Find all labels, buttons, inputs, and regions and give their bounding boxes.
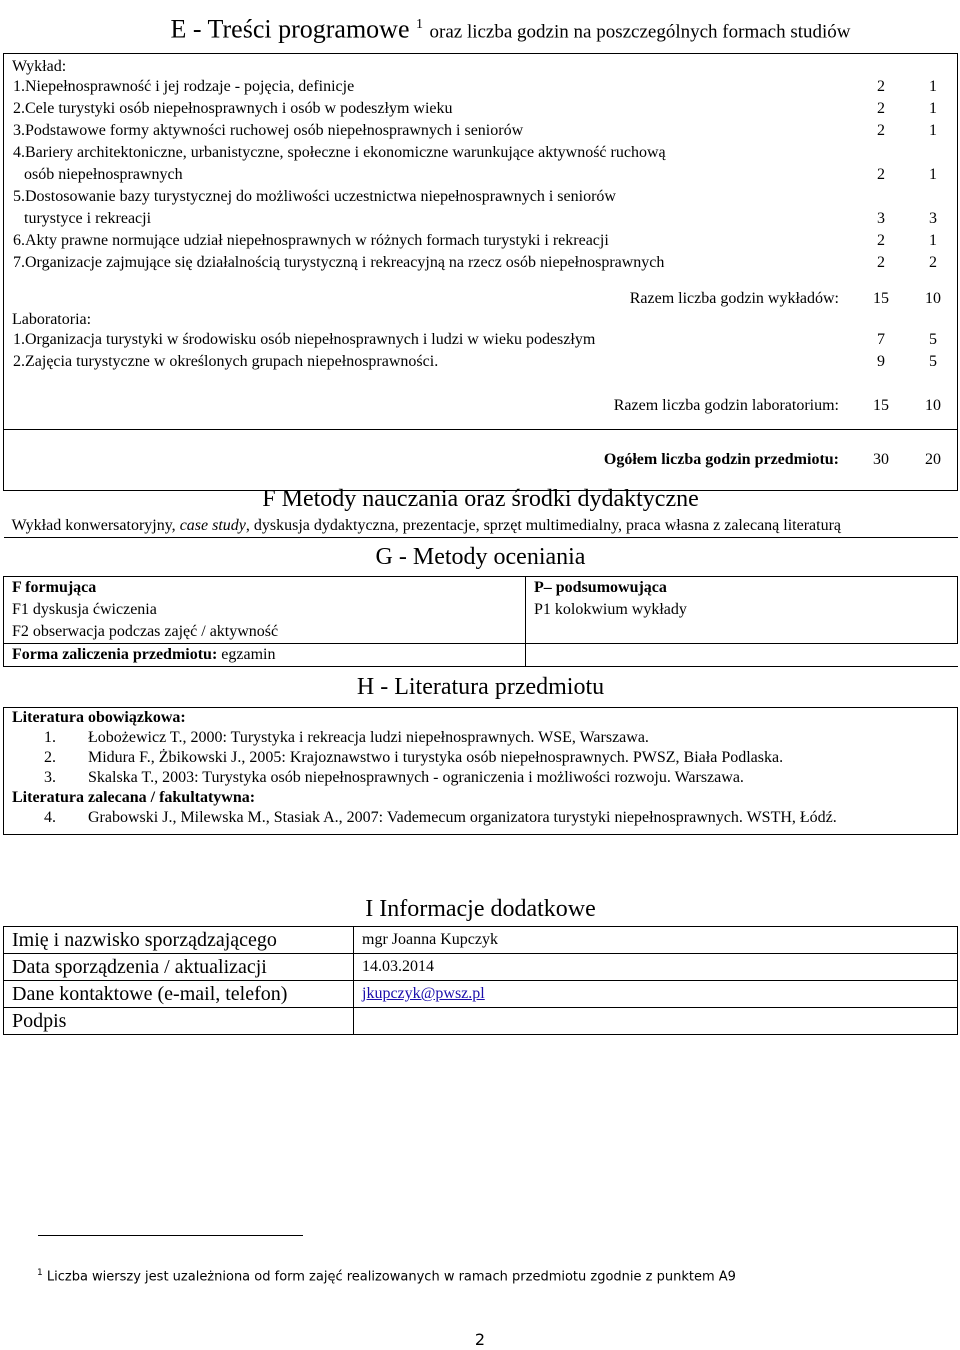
- page-number: 2: [474, 1330, 486, 1349]
- literature-text: Skalska T., 2003: Turystyka osób niepełnosprawnych - ograniczenia i możliwości rozwoju. Warszawa.: [88, 769, 744, 786]
- lecture-row: [4, 208, 957, 230]
- literature-text: Midura F., Żbikowski J., 2005: Krajoznawstwo i turystyka osób niepełnosprawnych. PWSZ, Biała Podlaska.: [88, 749, 784, 766]
- literature-text: Grabowski J., Milewska M., Stasiak A., 2007: Vademecum organizatora turystyki niepełnosprawnych. WSTH, Łódź.: [88, 809, 837, 826]
- lecture-row-text: 2.Cele turystyki osób niepełnosprawnych i osób w podeszłym wieku: [13, 99, 453, 117]
- lecture-row-hours-full: 2: [877, 121, 885, 139]
- lecture-row-text: 4.Bariery architektoniczne, urbanistyczne, społeczne i ekonomiczne warunkujące aktywność ruchową: [13, 143, 666, 161]
- formative-item: F1 dyskusja ćwiczenia: [12, 601, 157, 618]
- lecture-row-hours-full: 2: [877, 77, 885, 95]
- section-h-title: H - Literatura przedmiotu: [356, 674, 605, 700]
- recommended-literature-list: [12, 808, 957, 828]
- lecture-row-text: 3.Podstawowe formy aktywności ruchowej osób niepełnosprawnych i seniorów: [13, 121, 524, 139]
- lecture-row-text: 1.Niepełnosprawność i jej rodzaje - pojęcia, definicje: [13, 77, 355, 95]
- lecture-row-text: 5.Dostosowanie bazy turystycznej do możliwości uczestnictwa niepełnosprawnych i seniorów: [13, 187, 616, 205]
- required-literature-label: Literatura obowiązkowa:: [12, 709, 186, 726]
- lecture-row-hours-part: 2: [929, 253, 937, 271]
- formative-title: F formująca: [12, 579, 97, 596]
- labs-label: Laboratoria:: [12, 310, 92, 328]
- info-row: [4, 981, 958, 1008]
- recommended-literature-label: Literatura zalecana / fakultatywna:: [12, 789, 256, 806]
- labs-list: [4, 329, 957, 373]
- literature-item: [12, 768, 957, 788]
- lecture-row-text: 7.Organizacje zajmujące się działalnością turystyczną i rekreacyjną na rzecz osób niepełnosprawnych: [13, 253, 665, 271]
- info-row: [4, 954, 958, 981]
- lecture-row-hours-full: 2: [877, 253, 885, 271]
- summative-item: P1 kolokwium wykłady: [534, 601, 687, 618]
- lecture-row-text: turystyce i rekreacji: [24, 209, 152, 227]
- info-label: Data sporządzenia / aktualizacji: [4, 954, 354, 981]
- lab-row-text: 2.Zajęcia turystyczne w określonych grupach niepełnosprawności.: [13, 352, 439, 370]
- lecture-row: [4, 164, 957, 186]
- lecture-row: [4, 98, 957, 120]
- section-g-title: G - Metody oceniania: [375, 544, 586, 570]
- lecture-row-hours-full: 2: [877, 99, 885, 117]
- literature-item: [12, 728, 957, 748]
- lab-row: [4, 351, 957, 373]
- info-label: Imię i nazwisko sporządzającego: [4, 927, 354, 954]
- info-value: 14.03.2014: [354, 954, 958, 981]
- lecture-row: [4, 120, 957, 142]
- lab-row-hours-part: 5: [929, 330, 937, 348]
- section-fgh-table: [3, 483, 958, 835]
- lecture-row: [4, 230, 957, 252]
- lectures-list: [4, 76, 957, 274]
- lecture-row-hours-part: 1: [929, 165, 937, 183]
- footnote-separator: [38, 1235, 303, 1236]
- lecture-row-hours-part: 1: [929, 99, 937, 117]
- lecture-row-text: 6.Akty prawne normujące udział niepełnosprawnych w różnych formach turystyki i rekreacji: [13, 231, 609, 249]
- lecture-row-hours-full: 3: [877, 209, 885, 227]
- info-label: Dane kontaktowe (e-mail, telefon): [4, 981, 354, 1008]
- info-value: mgr Joanna Kupczyk: [354, 927, 958, 954]
- formative-item: F2 obserwacja podczas zajęć / aktywność: [12, 623, 279, 640]
- lab-row-text: 1.Organizacja turystyki w środowisku osób niepełnosprawnych i ludzi w wieku podeszłym: [13, 330, 596, 348]
- lecture-row-hours-full: 2: [877, 165, 885, 183]
- contact-email-link[interactable]: jkupczyk@pwsz.pl: [362, 985, 485, 1002]
- footnote-ref: 1: [416, 17, 423, 32]
- summative-list: [526, 599, 957, 621]
- literature-number: 3.: [44, 769, 56, 786]
- lecture-row-hours-full: 2: [877, 231, 885, 249]
- lecture-row-hours-part: [909, 186, 957, 208]
- lab-row-hours-full: 9: [877, 352, 885, 370]
- literature-number: 4.: [44, 809, 56, 826]
- lab-row-hours-part: 5: [929, 352, 937, 370]
- literature-item: [12, 808, 957, 828]
- info-label: Podpis: [4, 1008, 354, 1035]
- lecture-row-hours-full: [853, 142, 909, 164]
- section-f-text: Wykład konwersatoryjny, case study, dyskusja dydaktyczna, prezentacje, sprzęt multimedialny, praca własna z zalecaną literaturą: [11, 517, 842, 534]
- info-row: [4, 1008, 958, 1035]
- lectures-label: Wykład:: [12, 57, 67, 75]
- lecture-row-hours-part: 1: [929, 121, 937, 139]
- lecture-row-hours-full: [853, 186, 909, 208]
- literature-item: [12, 748, 957, 768]
- section-i-title: I Informacje dodatkowe: [365, 896, 596, 922]
- lecture-row-hours-part: [909, 142, 957, 164]
- info-value: [354, 981, 958, 1008]
- lecture-row: [4, 186, 957, 208]
- signature-field: [354, 1008, 958, 1035]
- literature-number: 1.: [44, 729, 56, 746]
- literature-number: 2.: [44, 749, 56, 766]
- footnote: $^1$ Liczba wierszy jest uzależniona od form zajęć realizowanych w ramach przedmiotu zgodnie z punktem A9: [37, 1268, 736, 1285]
- section-f-title: F Metody nauczania oraz środki dydaktyczne: [262, 486, 699, 512]
- lecture-row: [4, 76, 957, 98]
- lecture-row-hours-part: 1: [929, 231, 937, 249]
- lecture-row-hours-part: 3: [929, 209, 937, 227]
- info-row: [4, 927, 958, 954]
- labs-total: Razem liczba godzin laboratorium: 15 10: [613, 396, 941, 414]
- lecture-row: [4, 142, 957, 164]
- section-e-title: E - Treści programowe $^1$ oraz liczba godzin na poszczególnych formach studiów: [170, 14, 851, 44]
- lecture-row-hours-part: 1: [929, 77, 937, 95]
- lecture-row-text: osób niepełnosprawnych: [24, 165, 183, 183]
- grand-total: Ogółem liczba godzin przedmiotu: 30 20: [603, 450, 941, 468]
- summative-title: P– podsumowująca: [534, 579, 667, 596]
- lab-row-hours-full: 7: [877, 330, 885, 348]
- credit-form: Forma zaliczenia przedmiotu: egzamin: [12, 646, 276, 663]
- lecture-row: [4, 252, 957, 274]
- literature-text: Łobożewicz T., 2000: Turystyka i rekreacja ludzi niepełnosprawnych. WSE, Warszawa.: [88, 729, 649, 746]
- lab-row: [4, 329, 957, 351]
- formative-list: [4, 599, 525, 643]
- section-i-table: [3, 892, 958, 1035]
- section-e-table: [3, 5, 958, 491]
- lectures-total: Razem liczba godzin wykładów: 15 10: [629, 289, 941, 307]
- required-literature-list: [12, 728, 957, 788]
